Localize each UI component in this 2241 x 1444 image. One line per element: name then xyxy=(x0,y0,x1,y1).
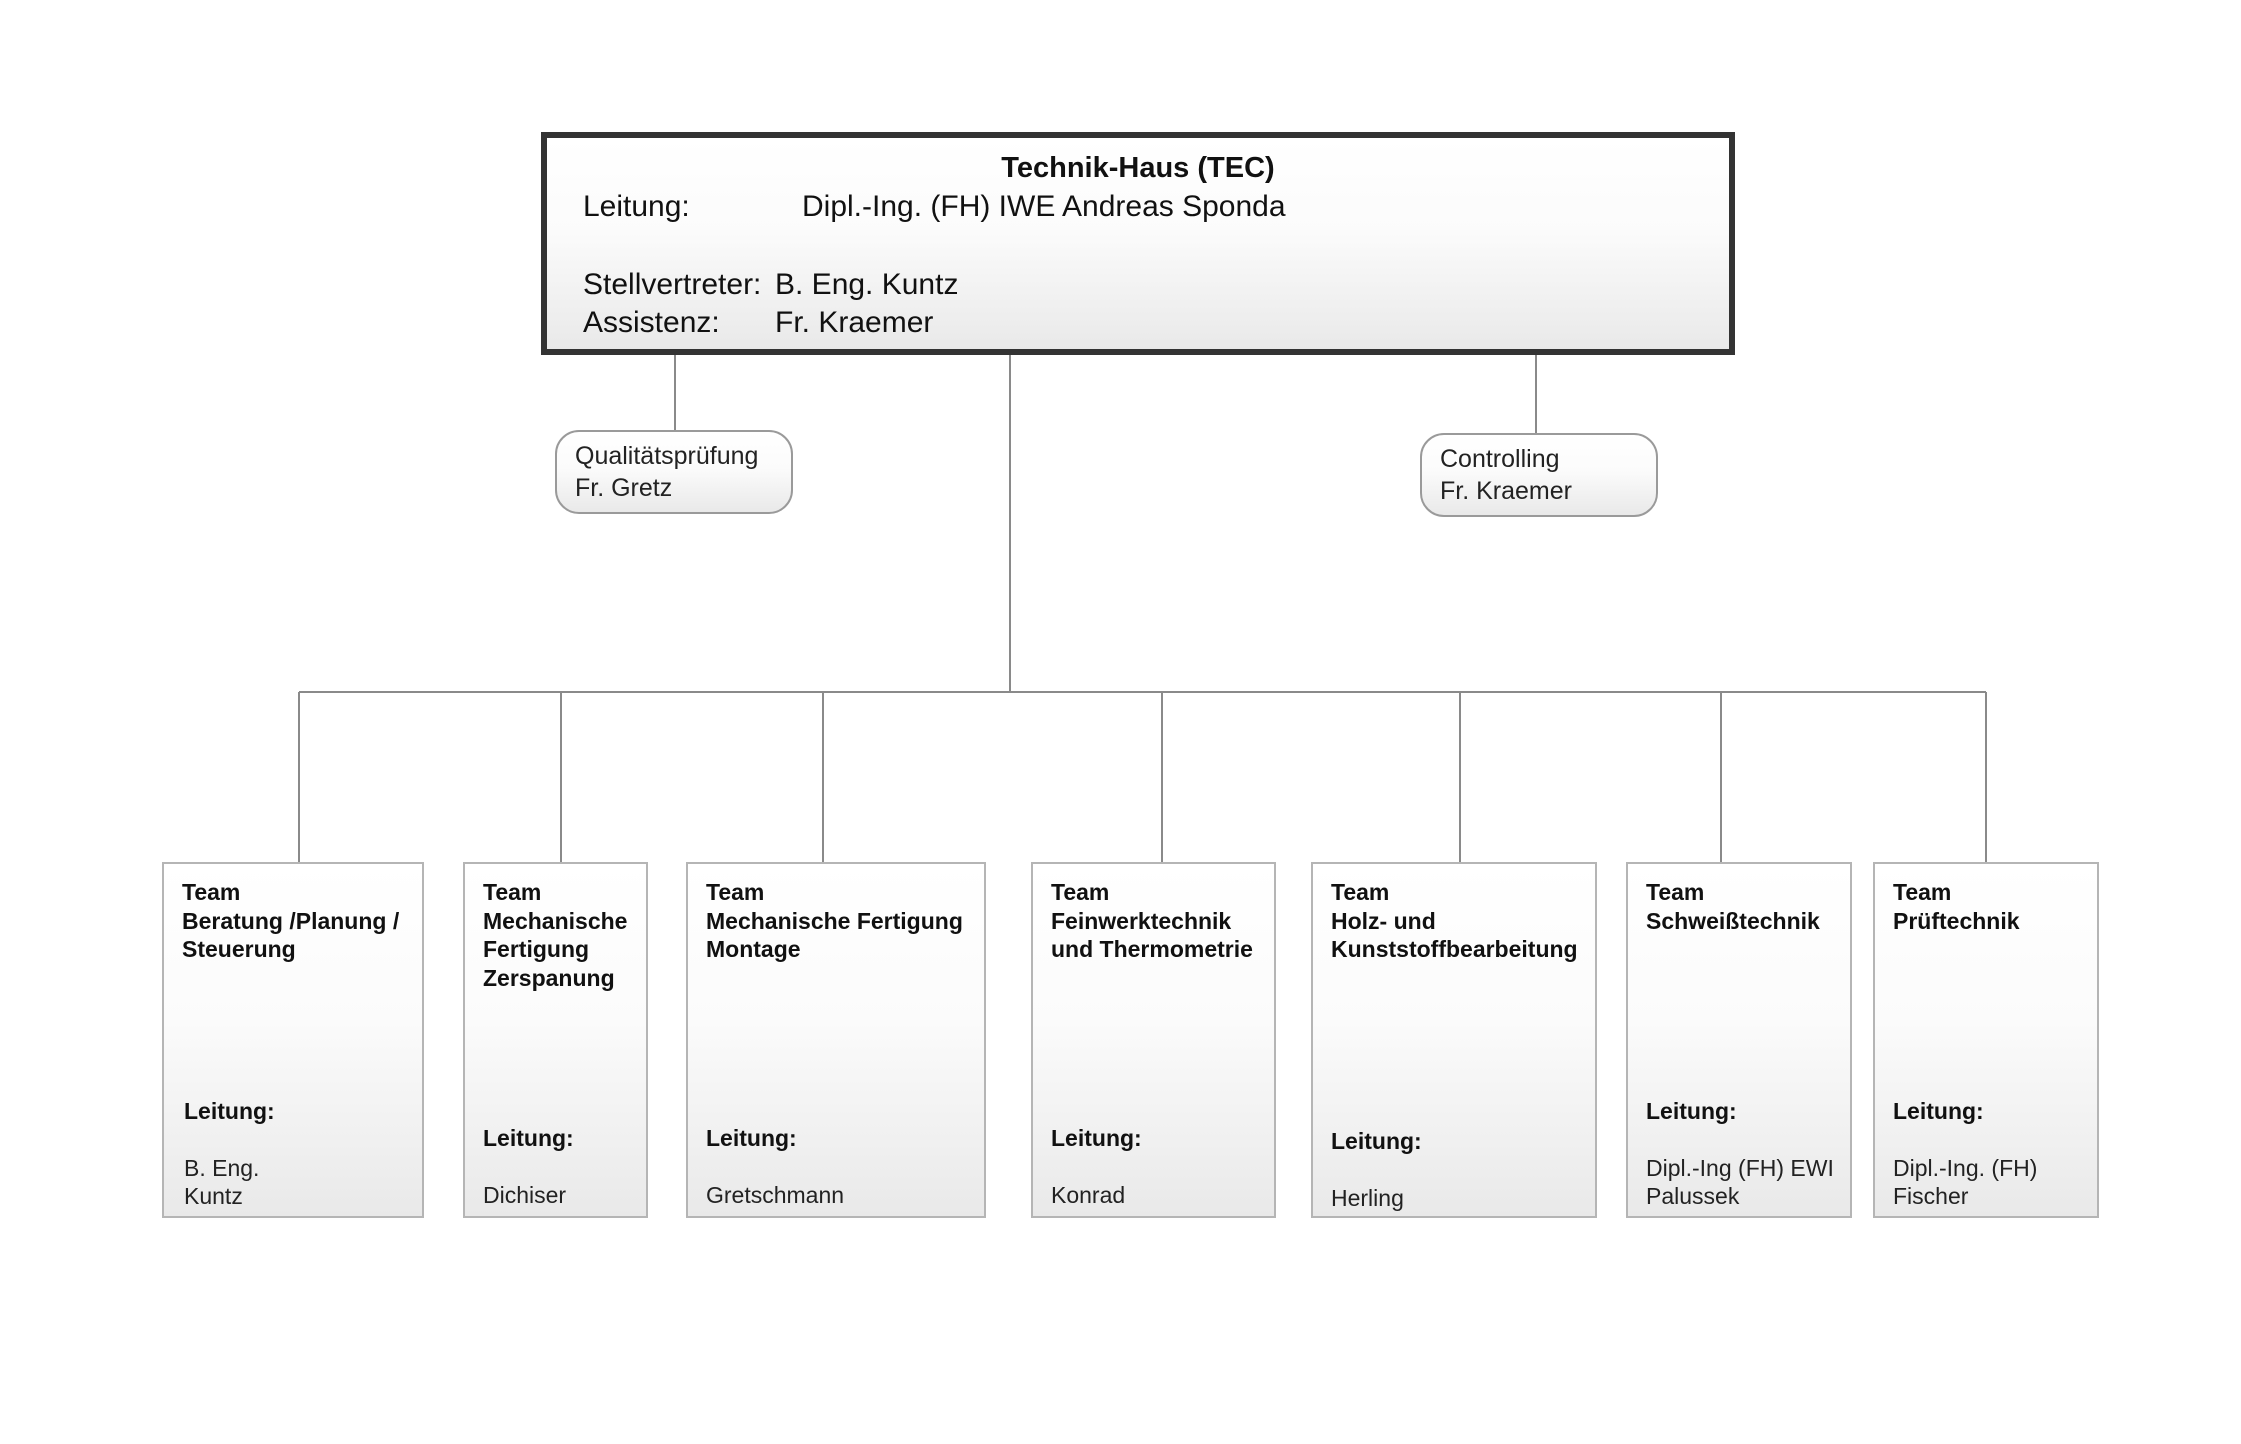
team-box-feinwerktechnik xyxy=(1031,862,1276,1218)
head-leitung-label: Leitung: xyxy=(583,190,690,223)
team-leader-line: B. Eng. xyxy=(184,1155,260,1181)
team-title-line: Team xyxy=(182,879,241,905)
staff-box-qualitaetspruefung xyxy=(555,430,793,514)
team-title xyxy=(1646,878,1820,935)
team-leader-line: Dichiser xyxy=(483,1182,567,1208)
team-title xyxy=(1893,878,2020,935)
team-title-line: Zerspanung xyxy=(483,964,615,991)
team-title xyxy=(1331,878,1578,964)
team-box-beratung xyxy=(162,862,424,1218)
team-title-line: Kunststoffbearbeitung xyxy=(1331,936,1578,962)
team-title-line: Schweißtechnik xyxy=(1646,907,1820,934)
team-leitung-label: Leitung: xyxy=(1331,1128,1422,1154)
team-title-line: Mechanische Fertigung xyxy=(706,907,963,934)
head-stellvertreter-name: B. Eng. Kuntz xyxy=(775,268,959,301)
team-leader-line: Palussek xyxy=(1646,1183,1740,1209)
team-leader-name xyxy=(1051,1181,1125,1209)
team-leader-line: Gretschmann xyxy=(706,1182,845,1208)
team-title-line: Fertigung xyxy=(483,936,590,962)
team-title-line: Feinwerktechnik xyxy=(1051,907,1232,934)
team-box-schweisstechnik xyxy=(1626,862,1852,1218)
team-leader-line: Konrad xyxy=(1051,1182,1126,1208)
team-title xyxy=(1051,878,1253,964)
staff-title: Controlling xyxy=(1440,445,1560,473)
team-title-line: Team xyxy=(1893,879,1952,905)
head-assistenz-label: Assistenz: xyxy=(583,306,720,339)
team-title-line: und Thermometrie xyxy=(1051,936,1253,962)
team-leitung-label: Leitung: xyxy=(184,1098,275,1124)
team-box-prueftechnik xyxy=(1873,862,2099,1218)
staff-box-controlling xyxy=(1420,433,1658,517)
team-leader-name xyxy=(1893,1154,2037,1210)
team-box-holz-kunststoff xyxy=(1311,862,1597,1218)
team-leitung-label: Leitung: xyxy=(706,1125,797,1151)
head-leitung-name: Dipl.-Ing. (FH) IWE Andreas Sponda xyxy=(802,190,1286,223)
team-title-line: Holz- und xyxy=(1331,907,1436,934)
team-leader-line: Dipl.-Ing (FH) EWI xyxy=(1646,1155,1834,1181)
team-title-line: Team xyxy=(1331,879,1390,905)
head-stellvertreter-label: Stellvertreter: xyxy=(583,268,762,301)
team-title-line: Team xyxy=(1051,879,1110,905)
staff-person: Fr. Gretz xyxy=(575,474,673,502)
staff-title: Qualitätsprüfung xyxy=(575,442,759,470)
head-unit-box xyxy=(541,132,1735,355)
head-assistenz-name: Fr. Kraemer xyxy=(775,306,934,339)
team-title-line: Team xyxy=(706,879,765,905)
staff-person: Fr. Kraemer xyxy=(1440,477,1572,505)
team-leader-line: Fischer xyxy=(1893,1183,1969,1209)
team-title xyxy=(483,878,627,992)
team-title-line: Montage xyxy=(706,936,801,962)
team-leitung-label: Leitung: xyxy=(1051,1125,1142,1151)
team-leitung-label: Leitung: xyxy=(483,1125,574,1151)
team-leader-name xyxy=(1331,1184,1404,1212)
team-leitung-label: Leitung: xyxy=(1893,1098,1984,1124)
team-title-line: Steuerung xyxy=(182,936,296,962)
head-unit-title: Technik-Haus (TEC) xyxy=(1001,152,1275,184)
team-leader-line: Dipl.-Ing. (FH) xyxy=(1893,1155,2038,1181)
team-title-line: Team xyxy=(1646,879,1705,905)
team-leader-name xyxy=(483,1181,566,1209)
team-title-line: Team xyxy=(483,879,542,905)
team-leader-name xyxy=(706,1181,844,1209)
team-title-line: Beratung /Planung / xyxy=(182,907,400,934)
team-title xyxy=(182,878,399,964)
team-leader-line: Kuntz xyxy=(184,1183,243,1209)
team-leitung-label: Leitung: xyxy=(1646,1098,1737,1124)
team-leader-name xyxy=(1646,1154,1834,1210)
team-leader-line: Herling xyxy=(1331,1185,1404,1211)
team-title-line: Prüftechnik xyxy=(1893,907,2020,934)
team-title-line: Mechanische xyxy=(483,907,628,934)
team-box-zerspanung xyxy=(463,862,648,1218)
team-box-montage xyxy=(686,862,986,1218)
team-title xyxy=(706,878,963,964)
team-leader-name xyxy=(184,1154,259,1210)
